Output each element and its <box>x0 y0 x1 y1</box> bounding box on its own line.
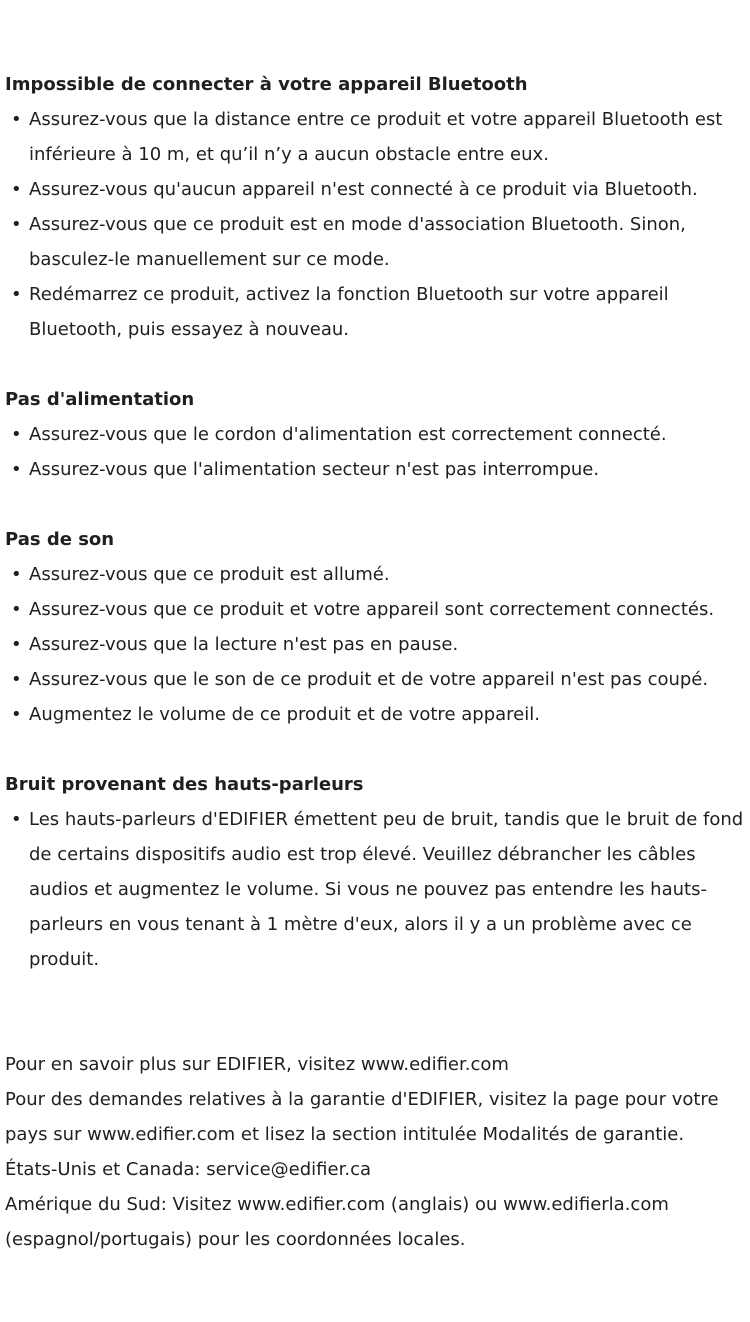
list-item <box>5 662 747 697</box>
list-item-text: Redémarrez ce produit, activez la fonction Bluetooth sur votre appareil Bluetooth, puis essayez à nouveau. <box>29 284 669 340</box>
document-page <box>5 67 747 1257</box>
bullet-icon: • <box>11 809 22 830</box>
list-item-text: Assurez-vous que le son de ce produit et de votre appareil n'est pas coupé. <box>29 669 709 690</box>
bullet-icon: • <box>11 669 22 690</box>
list-item-text: Assurez-vous que l'alimentation secteur n'est pas interrompue. <box>29 459 600 480</box>
list-item-text: Assurez-vous que ce produit est allumé. <box>29 564 390 585</box>
section-power <box>5 382 747 487</box>
list-item <box>5 277 747 347</box>
list-item-text: Assurez-vous que la distance entre ce produit et votre appareil Bluetooth est inférieure à 10 m, et qu’il n’y a aucun obstacle entre eux. <box>29 109 723 165</box>
list-item <box>5 802 747 977</box>
bullet-icon: • <box>11 634 22 655</box>
list-item-text: Assurez-vous que ce produit est en mode d'association Bluetooth. Sinon, basculez-le manuellement sur ce mode. <box>29 214 686 270</box>
list-item-text: Assurez-vous que le cordon d'alimentation est correctement connecté. <box>29 424 667 445</box>
bullet-icon: • <box>11 459 22 480</box>
footer-line-us-canada: États-Unis et Canada: service@edifier.ca <box>5 1159 371 1180</box>
list-item <box>5 172 747 207</box>
bullet-icon: • <box>11 179 22 200</box>
list-item <box>5 627 747 662</box>
bullet-icon: • <box>11 214 22 235</box>
bullet-icon: • <box>11 564 22 585</box>
list-item-text: Assurez-vous que ce produit et votre appareil sont correctement connectés. <box>29 599 715 620</box>
bullet-list <box>5 102 747 347</box>
list-item <box>5 592 747 627</box>
bullet-icon: • <box>11 599 22 620</box>
list-item-text: Les hauts-parleurs d'EDIFIER émettent peu de bruit, tandis que le bruit de fond de certains dispositifs audio est trop élevé. Veuillez débrancher les câbles audios et augmentez le volume. Si vous ne pouvez pas entendre les hauts-parleurs en vous tenant à 1 mètre d'eux, alors il y a un problème avec ce produit. <box>29 809 744 970</box>
footer-line-warranty: Pour des demandes relatives à la garantie d'EDIFIER, visitez la page pour votre pays sur www.edifier.com et lisez la section intitulée Modalités de garantie. <box>5 1089 719 1145</box>
section-title: Pas d'alimentation <box>5 389 195 410</box>
section-title: Pas de son <box>5 529 115 550</box>
section-bluetooth <box>5 67 747 347</box>
footer-line-website: Pour en savoir plus sur EDIFIER, visitez www.edifier.com <box>5 1054 509 1075</box>
footer-line-south-america: Amérique du Sud: Visitez www.edifier.com (anglais) ou www.edifierla.com (espagnol/portugais) pour les coordonnées locales. <box>5 1194 669 1250</box>
list-item <box>5 417 747 452</box>
list-item-text: Augmentez le volume de ce produit et de votre appareil. <box>29 704 540 725</box>
section-title: Impossible de connecter à votre appareil Bluetooth <box>5 74 528 95</box>
list-item <box>5 207 747 277</box>
bullet-icon: • <box>11 284 22 305</box>
section-no-sound <box>5 522 747 732</box>
bullet-icon: • <box>11 704 22 725</box>
section-title: Bruit provenant des hauts-parleurs <box>5 774 364 795</box>
bullet-list <box>5 417 747 487</box>
list-item-text: Assurez-vous qu'aucun appareil n'est connecté à ce produit via Bluetooth. <box>29 179 698 200</box>
list-item <box>5 102 747 172</box>
bullet-icon: • <box>11 424 22 445</box>
footer-info <box>5 1047 747 1257</box>
bullet-list <box>5 802 747 977</box>
list-item <box>5 452 747 487</box>
list-item <box>5 557 747 592</box>
section-speaker-noise <box>5 767 747 977</box>
bullet-icon: • <box>11 109 22 130</box>
list-item-text: Assurez-vous que la lecture n'est pas en pause. <box>29 634 459 655</box>
bullet-list <box>5 557 747 732</box>
list-item <box>5 697 747 732</box>
